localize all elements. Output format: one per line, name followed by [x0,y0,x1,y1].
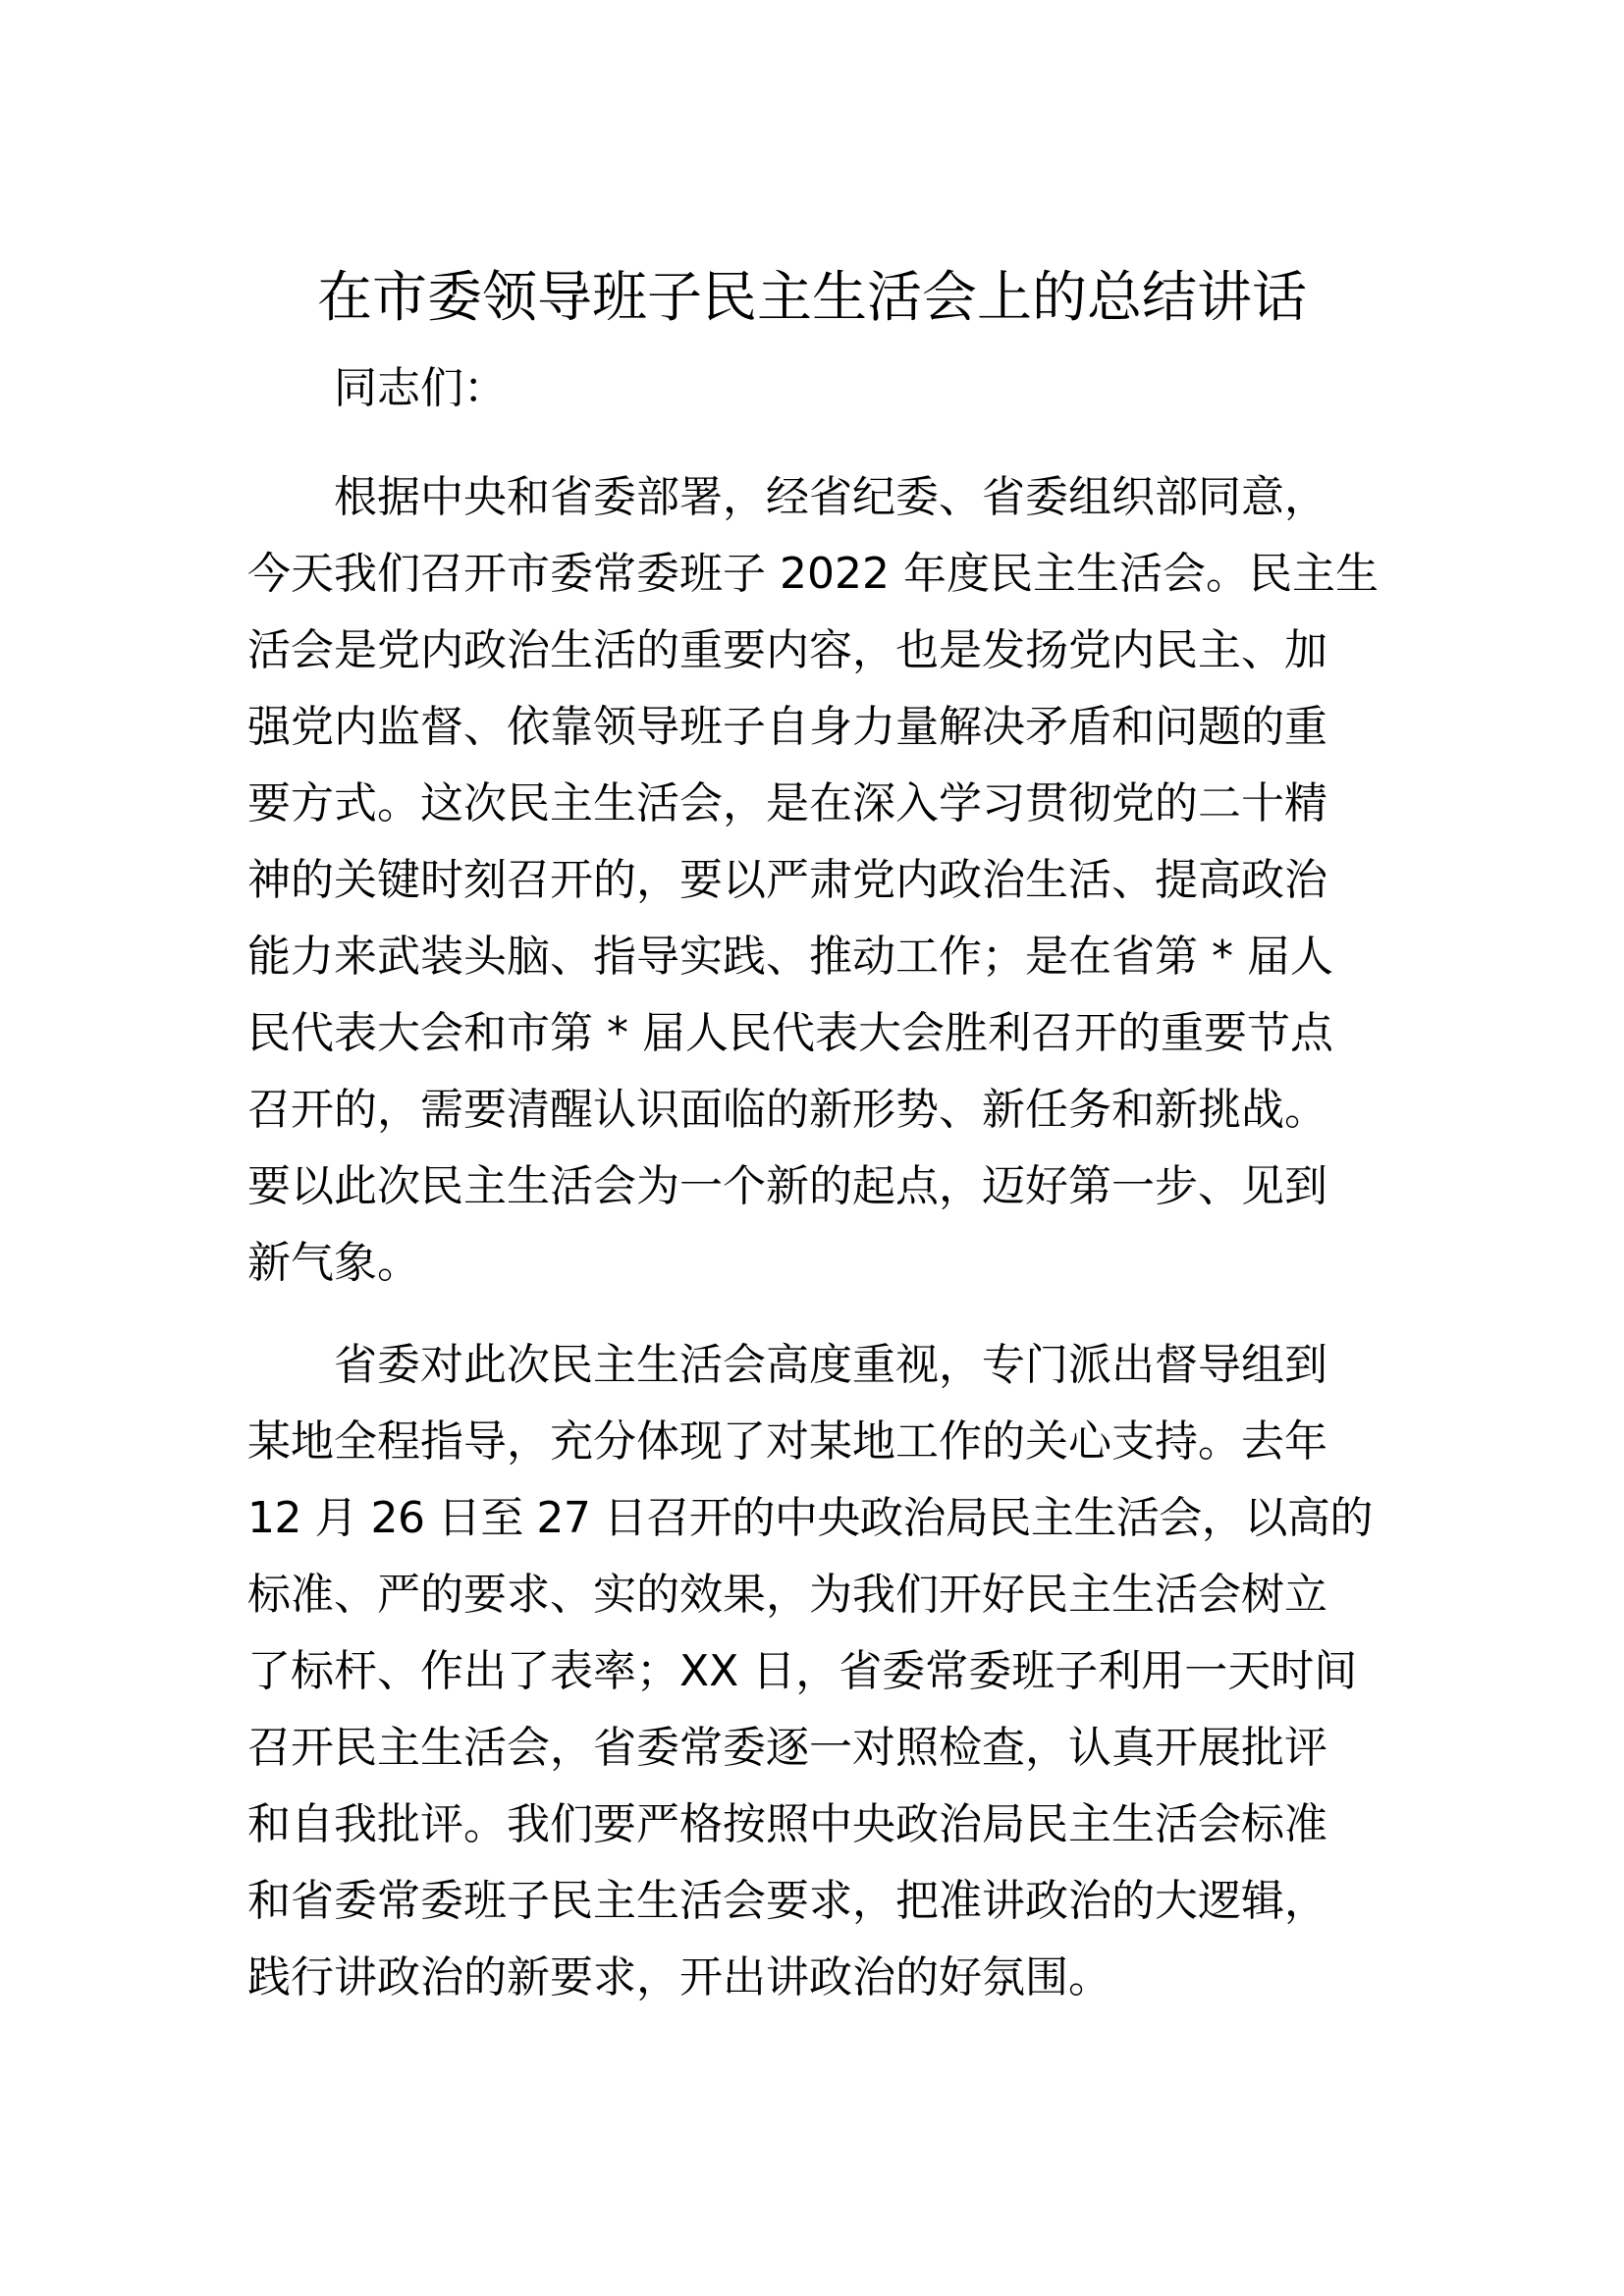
paragraph-line: 践行讲政治的新要求，开出讲政治的好氛围。 [247,1952,1111,2002]
paragraph-line: 强党内监督、依靠领导班子自身力量解决矛盾和问题的重 [247,702,1327,752]
paragraph-line: 召开的，需要清醒认识面临的新形势、新任务和新挑战。 [247,1085,1327,1135]
paragraph-line: 要方式。这次民主生活会，是在深入学习贯彻党的二十精 [247,778,1327,828]
paragraph-line: 根据中央和省委部署，经省纪委、省委组织部同意， [334,472,1327,522]
paragraph [247,459,1386,1302]
paragraph-line: 了标杆、作出了表率；XX 日，省委常委班子利用一天时间 [247,1646,1358,1696]
paragraph-line: 能力来武装头脑、指导实践、推动工作；是在省第 * 届人 [247,932,1333,982]
paragraph [247,1327,1386,2016]
paragraph-line: 12 月 26 日至 27 日召开的中央政治局民主生活会，以高的 [247,1493,1373,1543]
paragraph-line: 要以此次民主生活会为一个新的起点，迈好第一步、见到 [247,1161,1327,1211]
paragraph-line: 省委对此次民主生活会高度重视，专门派出督导组到 [334,1340,1327,1390]
paragraph-line: 召开民主生活会，省委常委逐一对照检查，认真开展批评 [247,1723,1327,1773]
paragraph-line: 某地全程指导，充分体现了对某地工作的关心支持。去年 [247,1416,1327,1467]
paragraph-line: 和省委常委班子民主生活会要求，把准讲政治的大逻辑， [247,1876,1327,1926]
paragraph-line: 新气象。 [247,1238,420,1288]
salutation: 同志们： [334,363,507,413]
paragraph-line: 标准、严的要求、实的效果，为我们开好民主生活会树立 [247,1570,1327,1620]
paragraph-line: 和自我批评。我们要严格按照中央政治局民主生活会标准 [247,1799,1327,1849]
paragraph-line: 神的关键时刻召开的，要以严肃党内政治生活、提高政治 [247,855,1327,905]
paragraph-line: 活会是党内政治生活的重要内容，也是发扬党内民主、加 [247,625,1327,675]
paragraph-line: 民代表大会和市第 * 届人民代表大会胜利召开的重要节点 [247,1008,1333,1058]
paragraph-line: 今天我们召开市委常委班子 2022 年度民主生活会。民主生 [247,549,1379,599]
document-title: 在市委领导班子民主生活会上的总结讲话 [317,266,1307,330]
